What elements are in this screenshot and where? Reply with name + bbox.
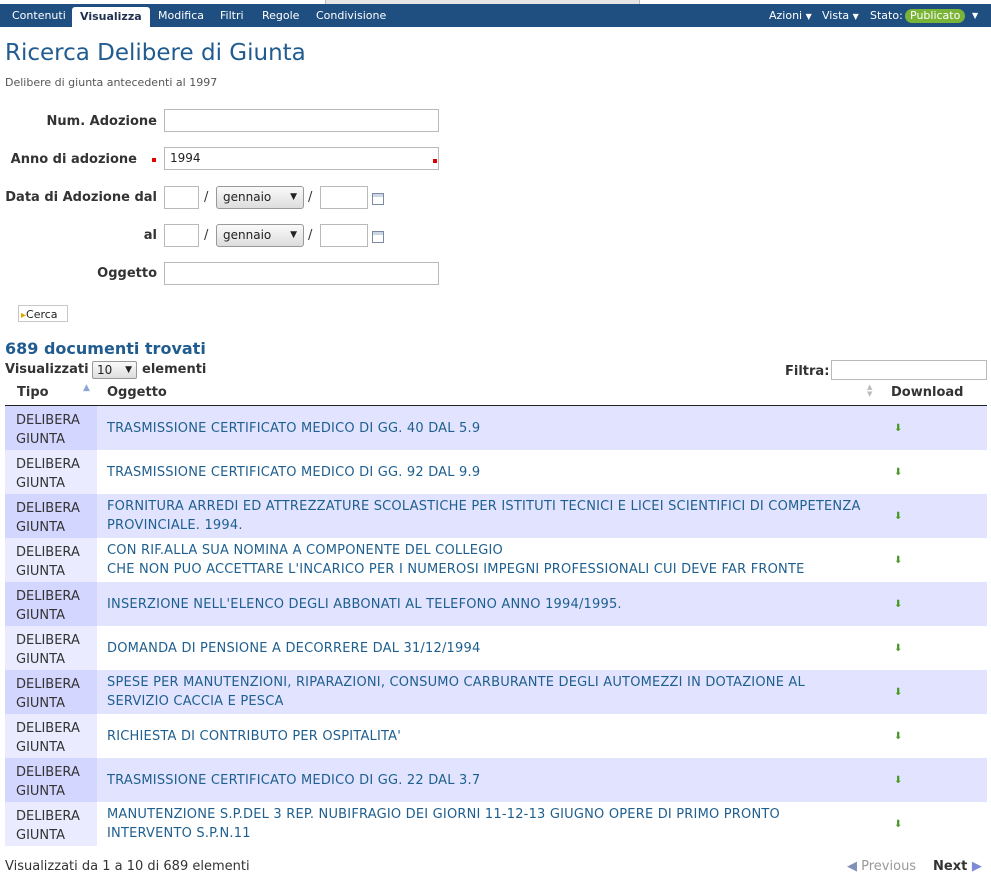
oggetto-line: SERVIZIO CACCIA E PESCA	[107, 694, 284, 709]
table-row	[5, 802, 987, 846]
oggetto-link[interactable]	[107, 714, 877, 758]
data-al-month-select[interactable]	[216, 224, 304, 247]
tipo-line: DELIBERA	[16, 501, 80, 516]
data-al-year-input[interactable]	[320, 224, 368, 247]
tipo-line: DELIBERA	[16, 677, 80, 692]
results-count: 689 documenti trovati	[5, 339, 206, 358]
calendar-icon[interactable]	[372, 231, 384, 243]
table-row	[5, 714, 987, 758]
tipo-line: DELIBERA	[16, 457, 80, 472]
oggetto-line: RICHIESTA DI CONTRIBUTO PER OSPITALITA'	[107, 728, 402, 744]
oggetto-link[interactable]	[107, 582, 877, 626]
oggetto-text	[107, 727, 401, 746]
oggetto-link[interactable]	[107, 626, 877, 670]
tipo-line: GIUNTA	[16, 520, 65, 535]
data-al-day-input[interactable]	[164, 224, 199, 247]
tipo-line: DELIBERA	[16, 589, 80, 604]
anno-adozione-input[interactable]: 1994	[164, 147, 439, 170]
tipo-cell	[5, 582, 97, 626]
chevron-down-icon[interactable]: ▼	[972, 11, 979, 20]
tipo-cell	[5, 626, 97, 670]
filter-label: Filtra:	[785, 364, 830, 379]
download-icon[interactable]: ⬇	[894, 599, 903, 610]
tipo-cell	[5, 714, 97, 758]
tipo-line: GIUNTA	[16, 476, 65, 491]
download-icon[interactable]: ⬇	[894, 687, 903, 698]
oggetto-label: Oggetto	[97, 266, 157, 281]
menu-contenuti[interactable]: Contenuti	[12, 9, 66, 22]
tipo-cell	[5, 802, 97, 846]
oggetto-text	[107, 805, 780, 843]
tipo-line: DELIBERA	[16, 545, 80, 560]
table-row	[5, 450, 987, 494]
oggetto-text	[107, 673, 805, 711]
tipo-cell	[5, 450, 97, 494]
oggetto-line: SPESE PER MANUTENZIONI, RIPARAZIONI, CONSUMO CARBURANTE DEGLI AUTOMEZZI IN DOTAZIONE AL	[107, 675, 805, 690]
num-adozione-label: Num. Adozione	[46, 114, 157, 129]
tipo-line: GIUNTA	[16, 564, 65, 579]
data-dal-month-select[interactable]	[216, 186, 304, 209]
tipo-line: GIUNTA	[16, 740, 65, 755]
next-button[interactable]	[933, 859, 982, 874]
oggetto-line: TRASMISSIONE CERTIFICATO MEDICO DI GG. 92 DAL 9.9	[107, 464, 481, 480]
download-icon[interactable]: ⬇	[894, 555, 903, 566]
download-icon[interactable]: ⬇	[894, 467, 903, 478]
arrow-right-icon: ▶	[971, 859, 982, 874]
required-marker	[433, 159, 437, 163]
oggetto-line: TRASMISSIONE CERTIFICATO MEDICO DI GG. 22 DAL 3.7	[107, 772, 481, 788]
date-separator: /	[308, 190, 313, 205]
show-prefix: Visualizzati	[5, 362, 89, 377]
download-icon[interactable]: ⬇	[894, 731, 903, 742]
oggetto-link[interactable]	[107, 538, 877, 582]
oggetto-link[interactable]	[107, 494, 877, 538]
data-dal-label: Data di Adozione dal	[5, 190, 157, 205]
tipo-cell	[5, 670, 97, 714]
tipo-line: GIUNTA	[16, 828, 65, 843]
oggetto-text	[107, 463, 480, 482]
tipo-line: GIUNTA	[16, 432, 65, 447]
tipo-line: GIUNTA	[16, 696, 65, 711]
oggetto-line: DOMANDA DI PENSIONE A DECORRERE DAL 31/12/1994	[107, 640, 481, 656]
menu-vista-label: Vista	[822, 9, 850, 22]
menu-azioni[interactable]	[769, 4, 812, 27]
menu-condivisione[interactable]: Condivisione	[316, 9, 387, 22]
calendar-icon[interactable]	[372, 193, 384, 205]
table-row	[5, 670, 987, 714]
table-row	[5, 626, 987, 670]
menu-regole[interactable]: Regole	[262, 9, 300, 22]
tipo-cell	[5, 538, 97, 582]
oggetto-line: FORNITURA ARREDI ED ATTREZZATURE SCOLASTICHE PER ISTITUTI TECNICI E LICEI SCIENTIFICI DI COMPETENZA	[107, 499, 861, 514]
required-marker	[152, 158, 156, 162]
column-header-download[interactable]: Download	[891, 385, 964, 400]
date-separator: /	[204, 190, 209, 205]
oggetto-text	[107, 419, 480, 438]
table-row	[5, 538, 987, 582]
download-icon[interactable]: ⬇	[894, 775, 903, 786]
next-label: Next	[933, 859, 968, 874]
arrow-left-icon: ◀	[847, 859, 857, 874]
tipo-line: GIUNTA	[16, 608, 65, 623]
oggetto-line: MANUTENZIONE S.P.DEL 3 REP. NUBIFRAGIO DEI GIORNI 11-12-13 GIUGNO OPERE DI PRIMO PRONTO	[107, 807, 780, 822]
tipo-line: DELIBERA	[16, 413, 80, 428]
search-icon: ▸	[21, 310, 27, 321]
oggetto-text	[107, 497, 861, 535]
oggetto-text	[107, 771, 480, 790]
cerca-button-label: Cerca	[26, 308, 58, 321]
cerca-button[interactable]	[18, 305, 68, 322]
oggetto-link[interactable]	[107, 758, 877, 802]
page-title: Ricerca Delibere di Giunta	[5, 40, 306, 66]
status-badge[interactable]: Publicato	[905, 9, 965, 23]
menu-azioni-label: Azioni	[769, 9, 803, 22]
tipo-line: DELIBERA	[16, 809, 80, 824]
menu-vista[interactable]	[822, 4, 859, 27]
toolbar	[0, 4, 991, 27]
date-separator: /	[204, 228, 209, 243]
oggetto-link[interactable]	[107, 670, 877, 714]
chevron-down-icon: ▼	[852, 12, 859, 21]
tipo-line: DELIBERA	[16, 765, 80, 780]
table-row	[5, 494, 987, 538]
download-icon[interactable]: ⬇	[894, 819, 903, 830]
sort-ascending-icon: ▲	[83, 383, 90, 393]
data-al-month-value: gennaio	[223, 228, 272, 242]
stato-label: Stato:	[870, 9, 903, 22]
num-adozione-input[interactable]	[164, 109, 439, 132]
previous-label: Previous	[861, 859, 917, 874]
filter-input[interactable]	[831, 360, 987, 380]
chevron-down-icon: ▼	[290, 230, 297, 240]
tipo-line: DELIBERA	[16, 633, 80, 648]
oggetto-link[interactable]	[107, 450, 877, 494]
oggetto-line: TRASMISSIONE CERTIFICATO MEDICO DI GG. 40 DAL 5.9	[107, 420, 481, 436]
chevron-down-icon: ▼	[805, 12, 812, 21]
download-icon[interactable]: ⬇	[894, 511, 903, 522]
download-icon[interactable]: ⬇	[894, 423, 903, 434]
chevron-down-icon: ▼	[125, 365, 132, 375]
menu-visualizza[interactable]: Visualizza	[72, 7, 150, 27]
show-suffix: elementi	[142, 362, 207, 377]
oggetto-text	[107, 541, 805, 579]
tipo-line: DELIBERA	[16, 721, 80, 736]
oggetto-text	[107, 639, 480, 658]
data-dal-year-input[interactable]	[320, 186, 368, 209]
column-header-oggetto[interactable]: Oggetto	[107, 385, 167, 400]
sort-both-icon: ▲ ▼	[867, 383, 873, 398]
table-row	[5, 758, 987, 802]
download-icon[interactable]: ⬇	[894, 643, 903, 654]
table-row	[5, 406, 987, 450]
chevron-down-icon: ▼	[290, 192, 297, 202]
page-length-select[interactable]	[92, 361, 137, 379]
table-row	[5, 582, 987, 626]
oggetto-input[interactable]	[164, 262, 439, 285]
tipo-line: GIUNTA	[16, 784, 65, 799]
tipo-line: GIUNTA	[16, 652, 65, 667]
oggetto-line: PROVINCIALE. 1994.	[107, 518, 243, 533]
data-dal-day-input[interactable]	[164, 186, 199, 209]
anno-adozione-label: Anno di adozione	[10, 152, 137, 167]
oggetto-line: INTERVENTO S.P.N.11	[107, 826, 251, 841]
tipo-cell	[5, 494, 97, 538]
oggetto-link[interactable]	[107, 406, 877, 450]
oggetto-link[interactable]	[107, 802, 877, 846]
oggetto-line: CHE NON PUO ACCETTARE L'INCARICO PER I NUMEROSI IMPEGNI PROFESSIONALI CUI DEVE FAR FRONTE	[107, 562, 805, 577]
data-al-label: al	[143, 228, 157, 243]
menu-modifica[interactable]: Modifica	[158, 9, 204, 22]
page-description: Delibere di giunta antecedenti al 1997	[5, 76, 218, 89]
oggetto-line: CON RIF.ALLA SUA NOMINA A COMPONENTE DEL COLLEGIO	[107, 543, 503, 558]
tipo-cell	[5, 406, 97, 450]
pagination-info: Visualizzati da 1 a 10 di 689 elementi	[5, 859, 250, 874]
data-dal-month-value: gennaio	[223, 190, 272, 204]
page-length-value: 10	[97, 363, 113, 377]
oggetto-line: INSERZIONE NELL'ELENCO DEGLI ABBONATI AL TELEFONO ANNO 1994/1995.	[107, 596, 622, 612]
column-header-tipo[interactable]: Tipo	[17, 385, 49, 400]
oggetto-text	[107, 595, 622, 614]
previous-button[interactable]	[847, 859, 916, 874]
date-separator: /	[308, 228, 313, 243]
menu-filtri[interactable]: Filtri	[220, 9, 244, 22]
tipo-cell	[5, 758, 97, 802]
